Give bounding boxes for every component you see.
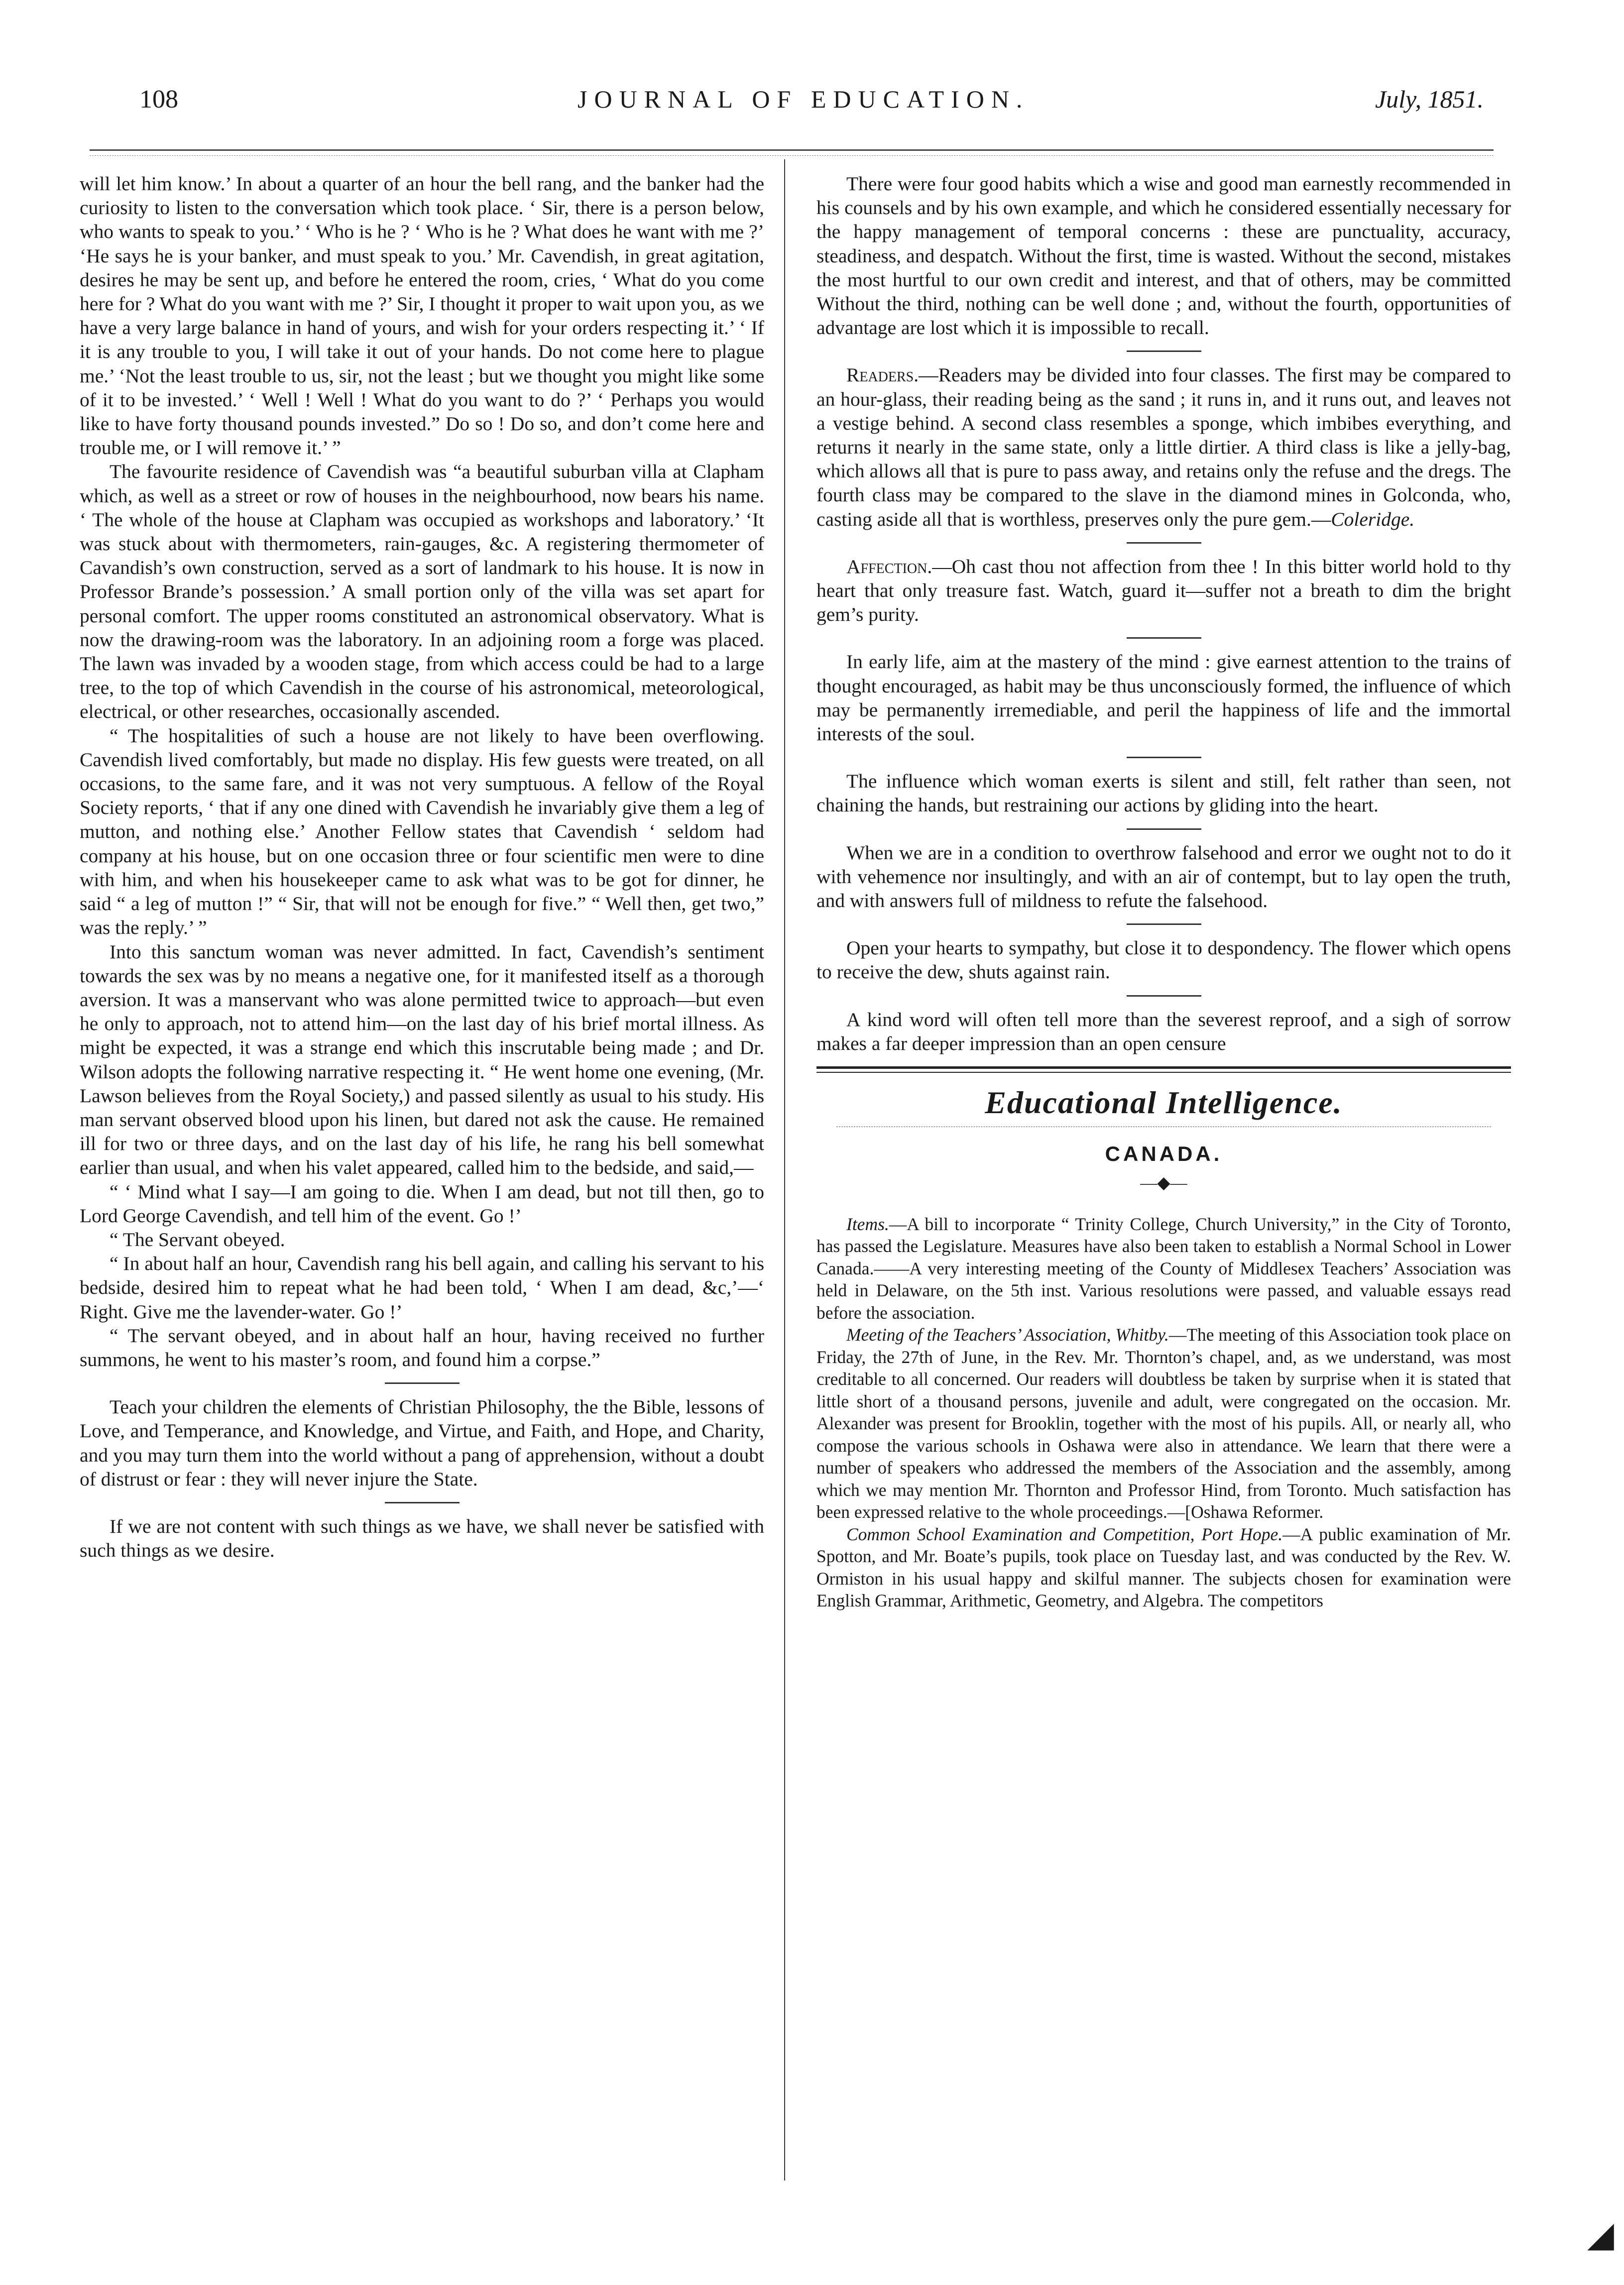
running-header	[139, 85, 1484, 129]
items-label: Items.	[846, 1214, 889, 1234]
right-column	[816, 172, 1511, 1612]
separator-rule	[1127, 828, 1201, 830]
header-rule	[90, 149, 1494, 151]
separator-rule	[1127, 923, 1201, 925]
page-corner-mark-icon: ◢	[1587, 2216, 1614, 2254]
paragraph: The favourite residence of Cavendish was “a beautiful suburban villa at Clapham which, as well as a street or row of houses in the neighbourhood, now bears his name. ‘ The whole of the house at Clapham was occupied as workshops and laboratory.’ ‘It was stuck about with thermometers, rain-gauges, &c. A registering thermometer of Cavandish’s own construction, served as a sort of landmark to his house. It is now in Professor Brande’s possession.’ A small portion only of the villa was set apart for personal comfort. The upper rooms constituted an astronomical observatory. What is now the drawing-room was the laboratory. In an adjoining room a forge was placed. The lawn was invaded by a wooden stage, from which access could be had to a large tree, to the top of which Cavendish in the course of his astronomical, meteorological, electrical, or other researches, occasionally ascended.	[80, 460, 764, 723]
section-title: Educational Intelligence.	[985, 1085, 1343, 1121]
paragraph: “ ‘ Mind what I say—I am going to die. When I am dead, but not till then, go to Lord George Cavendish, and tell him of the event. Go !’	[80, 1180, 764, 1227]
items-text: —A bill to incorporate “ Trinity College, Church University,” in the City of Toronto, has passed the Legislature. Measures have also been taken to establish a Normal School in Lower Canada.——A very interesting meeting of the County of Middlesex Teachers’ Association was held in Delaware, on the 5th inst. Various resolutions were passed, and valuable essays read before the association.	[816, 1214, 1511, 1323]
header-rule-dashed	[90, 155, 1494, 156]
paragraph-school	[816, 1523, 1511, 1612]
meeting-text: —The meeting of this Association took place on Friday, the 27th of June, in the Rev. Mr. Thornton’s chapel, and, as we understand, was most creditable to all concerned. Our readers will doubtless be taken by surprise when it is stated that little short of a thousand persons, juvenile and adult, were congregated on the occasion. Mr. Alexander was present for Brooklin, together with the most of his pupils. All, or nearly all, who compose the various schools in Oshawa were also in attendance. We learn that there were a number of speakers who addressed the members of the Association and the assembly, among which we may mention Mr. Thornton and Professor Hind, from Toronto. Much satisfaction has been expressed relative to the whole proceedings.—[Oshawa Reformer.	[816, 1325, 1511, 1522]
section-rule-thick	[816, 1066, 1511, 1069]
readers-label: Readers.	[846, 364, 919, 386]
separator-rule	[1127, 637, 1201, 639]
affection-label: Affection.	[846, 555, 932, 577]
issue-date: July, 1851.	[1375, 85, 1484, 113]
ornament-icon: —◆—	[1140, 1173, 1187, 1192]
paragraph: Open your hearts to sympathy, but close it to despondency. The flower which opens to receive the dew, shuts against rain.	[816, 937, 1511, 983]
separator-rule	[1127, 542, 1201, 544]
subsection-heading: CANADA.	[1105, 1142, 1223, 1166]
paragraph-affection	[816, 555, 1511, 627]
school-text: —A public examination of Mr. Spotton, and Mr. Boate’s pupils, took place on Tuesday last, and was conducted by the Rev. W. Ormiston in his usual happy and skilful manner. The subjects chosen for examination were English Grammar, Arithmetic, Geometry, and Algebra. The competitors	[816, 1524, 1511, 1611]
paragraph: If we are not content with such things as we have, we shall never be satisfied with such things as we desire.	[80, 1515, 764, 1562]
paragraph: In early life, aim at the mastery of the mind : give earnest attention to the trains of thought encouraged, as habit may be thus unconsciously formed, the influence of which may be permanently irremediable, and peril the happiness of life and the immortal interests of the soul.	[816, 651, 1511, 745]
paragraph: “ The Servant obeyed.	[110, 1228, 285, 1251]
paragraph: Into this sanctum woman was never admitted. In fact, Cavendish’s sentiment towards the sex was by no means a negative one, for it manifested itself as a thorough aversion. It was a manservant who was alone permitted twice to approach—but even he only to approach, not to attend him—on the last day of his brief mortal illness. As might be expected, it was a strange end which this inscrutable being made ; and Dr. Wilson adopts the following narrative respecting it. “ He went home one evening, (Mr. Lawson believes from the Royal Society,) and passed silently as usual to his study. His man servant observed blood upon his linen, but dared not ask the cause. He remained ill for two or three days, and on the last day of his life, he rang his bell somewhat earlier than usual, and when his valet appeared, called him to the bedside, and said,—	[80, 940, 764, 1179]
page-number: 108	[139, 85, 178, 114]
separator-rule	[1127, 350, 1201, 352]
column-divider	[784, 159, 785, 2180]
journal-title: JOURNAL OF EDUCATION.	[578, 85, 1030, 113]
school-label: Common School Examination and Competition, Port Hope.	[846, 1524, 1283, 1544]
paragraph: A kind word will often tell more than the severest reproof, and a sigh of sorrow makes a far deeper impression than an open censure	[816, 1008, 1511, 1054]
left-column	[80, 172, 764, 1562]
section-rule-thin	[816, 1072, 1511, 1073]
readers-text: —Readers may be divided into four classes. The first may be compared to an hour-glass, their reading being as the sand ; it runs in, and it runs out, and leaves not a vestige behind. A second class resembles a sponge, which imbibes everything, and returns it nearly in the same state, only a little dirtier. A third class is like a jelly-bag, which allows all that is pure to pass away, and retains only the refuse and the dregs. The fourth class may be compared to the slave in the diamond mines in Golconda, who, casting aside all that is worthless, preserves only the pure gem.—	[816, 364, 1511, 530]
paragraph: When we are in a condition to overthrow falsehood and error we ought not to do it with vehemence nor insultingly, and with an air of contempt, but to lay open the truth, and with answers full of mildness to refute the falsehood.	[816, 841, 1511, 912]
paragraph-readers	[816, 363, 1511, 531]
paragraph: “ In about half an hour, Cavendish rang his bell again, and calling his servant to his bedside, desired him to repeat what he had been told, ‘ When I am dead, &c,’—‘ Right. Give me the lavender-water. Go !’	[80, 1253, 764, 1323]
paragraph: There were four good habits which a wise and good man earnestly recommended in his counsels and by his own example, and which he considered essentially necessary for the happy management of temporal concerns : these are punctuality, accuracy, steadiness, and despatch. Without the first, time is wasted. Without the second, mistakes the most hurtful to our own credit and interest, and that of others, may be committed Without the third, nothing can be well done ; and, without the fourth, opportunities of advantage are lost which it is impossible to recall.	[816, 173, 1511, 339]
paragraph: The influence which woman exerts is silent and still, felt rather than seen, not chaining the hands, but restraining our actions by gliding into the heart.	[816, 770, 1511, 816]
separator-rule	[385, 1502, 460, 1503]
separator-rule	[1127, 757, 1201, 758]
paragraph: will let him know.’ In about a quarter of an hour the bell rang, and the banker had the curiosity to listen to the conversation which took place. ‘ Sir, there is a person below, who wants to speak to you.’ ‘ Who is he ? ‘ Who is he ? What does he want with me ?’ ‘He says he is your banker, and must speak to you.’ Mr. Cavendish, in great agitation, desires he may be sent up, and before he entered the room, cries, ‘ What do you come here for ? What do you want with me ?’ Sir, I thought it proper to wait upon you, as we have a very large balance in hand of yours, and wish for your orders respecting it.’ ‘ If it is any trouble to you, I will take it out of your hands. Do not come here to plague me.’ ‘Not the least trouble to us, sir, not the least ; but we thought you might like some of it to be invested.’ ‘ Well ! Well ! What do you want to do ?’ ‘ Perhaps you would like to have forty thousand pounds invested.” Do so ! Do so, and don’t come here and trouble me, or I will remove it.’ ”	[80, 173, 764, 459]
paragraph: “ The servant obeyed, and in about half an hour, having received no further summons, he went to his master’s room, and found him a corpse.”	[80, 1324, 764, 1371]
readers-attribution: Coleridge.	[1331, 508, 1415, 530]
paragraph: “ The hospitalities of such a house are not likely to have been overflowing. Cavendish lived comfortably, but made no display. His few guests were treated, on all occasions, to the same fare, and it was not very sumptuous. A fellow of the Royal Society reports, ‘ that if any one dined with Cavendish he invariably give them a leg of mutton, and nothing else.’ Another Fellow states that Cavendish ‘ seldom had company at his house, but on one occasion three or four scientific men were to dine with him, and when his housekeeper came to ask what was to be got for dinner, he said “ a leg of mutton !” “ Sir, that will not be enough for five.” “ Well then, get two,” was the reply.’ ”	[80, 724, 764, 939]
paragraph-items	[816, 1213, 1511, 1324]
paragraph: Teach your children the elements of Christian Philosophy, the the Bible, lessons of Love, and Temperance, and Knowledge, and Virtue, and Faith, and Hope, and Charity, and you may turn them into the world without a pang of apprehension, without a doubt of distrust or fear : they will never injure the State.	[80, 1396, 764, 1490]
meeting-label: Meeting of the Teachers’ Association, Whitby.	[846, 1325, 1169, 1345]
separator-rule	[1127, 995, 1201, 997]
separator-rule	[385, 1382, 460, 1384]
affection-text: —Oh cast thou not affection from thee ! In this bitter world hold to thy heart that only treasure fast. Watch, guard it—suffer not a breath to dim the bright gem’s purity.	[816, 555, 1511, 626]
paragraph-meeting	[816, 1324, 1511, 1523]
